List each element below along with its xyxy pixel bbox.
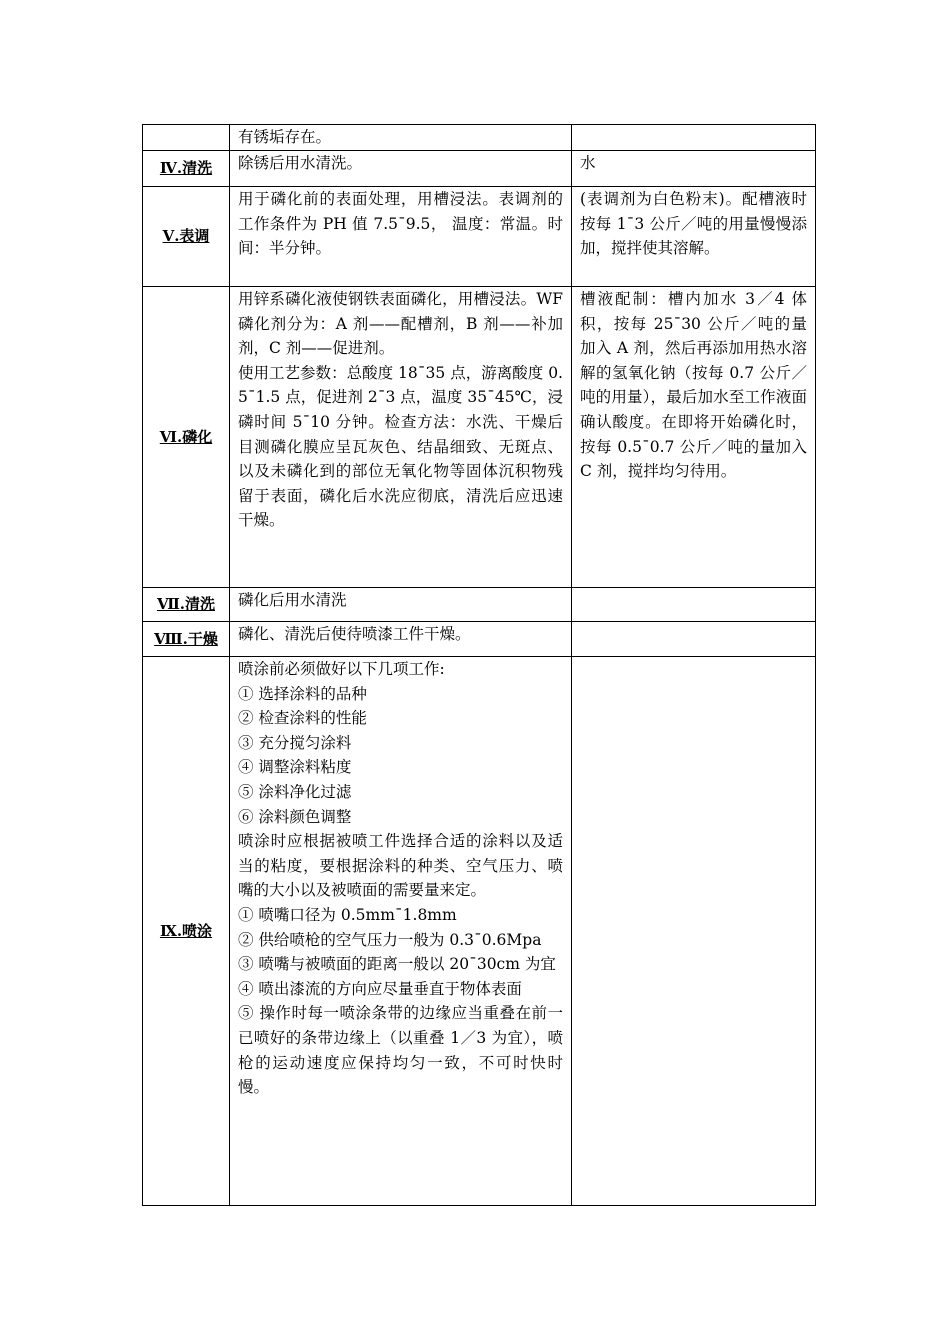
step-cell — [143, 125, 230, 151]
description-text: 喷涂时应根据被喷工件选择合适的涂料以及适当的粘度，要根据涂料的种类、空气压力、喷嘴的大小以及被喷面的需要量来定。 — [238, 832, 563, 900]
table-row — [143, 125, 816, 151]
note-cell — [572, 125, 816, 151]
step-label: Ⅷ.干燥 — [154, 629, 218, 648]
step-label: Ⅵ.磷化 — [159, 427, 213, 446]
step-cell — [143, 657, 230, 1206]
description-text: ⑤ 操作时每一喷涂条带的边缘应当重叠在前一已喷好的条带边缘上（以重叠 1／3 为宜），喷枪的运动速度应保持均匀一致，不可时快时慢。 — [238, 1004, 563, 1097]
note-cell — [572, 151, 816, 187]
step-cell — [143, 287, 230, 588]
step-label: Ⅴ.表调 — [162, 227, 210, 246]
description-cell — [230, 187, 572, 287]
description-cell — [230, 588, 572, 622]
step-label: Ⅳ.清洗 — [159, 159, 213, 178]
description-text: 喷涂前必须做好以下几项工作: — [238, 660, 445, 678]
description-cell — [230, 125, 572, 151]
description-cell — [230, 151, 572, 187]
step-cell — [143, 622, 230, 657]
description-text: ② 供给喷枪的空气压力一般为 0.3¯0.6Mpa — [238, 930, 542, 949]
description-text: ⑤ 涂料净化过滤 — [238, 782, 352, 801]
note-text: 槽液配制：槽内加水 3／4 体积，按每 25¯30 公斤／吨的量加入 A 剂，然后再添加用热水溶解的氢氧化钠（按每 0.7 公斤／吨的用量），最后加水至工作液面确认酸度。在即将开始磷化时，按每 0.5¯0.7 公斤／吨的量加入 C 剂，搅拌均匀待用。 — [580, 290, 807, 481]
process-table-body — [143, 125, 816, 1206]
step-label: Ⅸ.喷涂 — [159, 921, 213, 940]
description-cell — [230, 287, 572, 588]
table-row — [143, 287, 816, 588]
description-text: ⑥ 涂料颜色调整 — [238, 807, 352, 826]
table-row — [143, 187, 816, 287]
table-row — [143, 588, 816, 622]
step-cell — [143, 187, 230, 287]
note-cell — [572, 588, 816, 622]
table-row — [143, 657, 816, 1206]
table-row — [143, 151, 816, 187]
step-cell — [143, 151, 230, 187]
description-text: ④ 调整涂料粘度 — [238, 758, 352, 777]
description-cell — [230, 657, 572, 1206]
description-text: ② 检查涂料的性能 — [238, 709, 367, 728]
description-text: ④ 喷出漆流的方向应尽量垂直于物体表面 — [238, 979, 522, 998]
description-text: 磷化、清洗后使待喷漆工件干燥。 — [238, 625, 471, 643]
step-cell — [143, 588, 230, 622]
description-cell — [230, 622, 572, 657]
note-cell — [572, 622, 816, 657]
table-row — [143, 622, 816, 657]
description-text: 磷化后用水清洗 — [238, 591, 347, 609]
description-text: 有锈垢存在。 — [238, 128, 332, 146]
note-cell — [572, 657, 816, 1206]
description-text: ① 喷嘴口径为 0.5mm¯1.8mm — [238, 905, 457, 924]
description-text: 使用工艺参数：总酸度 18¯35 点，游离酸度 0.5¯1.5 点，促进剂 2¯3 点，温度 35¯45℃，浸磷时间 5¯10 分钟。检查方法：水洗、干燥后目测磷化膜应呈瓦灰色、结晶细致、无斑点、以及未磷化到的部位无氧化物等固体沉积物残留于表面，磷化后水洗应彻底，清洗后应迅速干燥。 — [238, 363, 563, 530]
description-text: ① 选择涂料的品种 — [238, 684, 367, 703]
note-cell — [572, 287, 816, 588]
description-text: ③ 喷嘴与被喷面的距离一般以 20¯30cm 为宜 — [238, 955, 556, 974]
note-text: 水 — [580, 154, 596, 172]
description-text: 除锈后用水清洗。 — [238, 154, 363, 172]
note-text: (表调剂为白色粉末)。配槽液时按每 1¯3 公斤／吨的用量慢慢添加，搅拌使其溶解。 — [580, 190, 807, 258]
note-cell — [572, 187, 816, 287]
description-text: 用锌系磷化液使钢铁表面磷化，用槽浸法。WF 磷化剂分为：A 剂——配槽剂，B 剂——补加剂，C 剂——促进剂。 — [238, 290, 563, 358]
description-text: 用于磷化前的表面处理，用槽浸法。表调剂的工作条件为 PH 值 7.5¯9.5， 温度：常温。时间：半分钟。 — [238, 190, 563, 258]
process-table — [142, 124, 816, 1206]
description-text: ③ 充分搅匀涂料 — [238, 733, 352, 752]
step-label: Ⅶ.清洗 — [156, 595, 216, 614]
